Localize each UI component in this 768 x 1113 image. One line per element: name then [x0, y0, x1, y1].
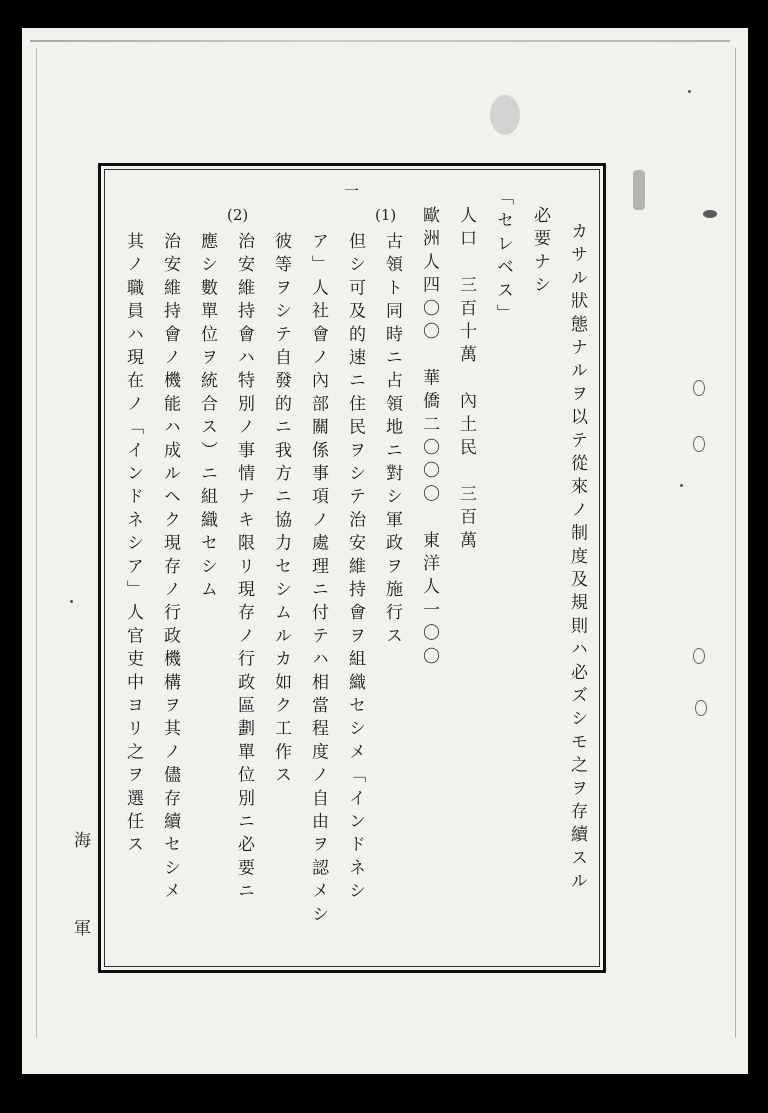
- punch-mark: [693, 436, 705, 452]
- text-column: 必要ナシ: [530, 206, 550, 299]
- text-column: 彼等ヲシテ自發的ニ我方ニ協力セシムルカ如ク工作ス: [271, 232, 291, 789]
- item-number-2: (2): [227, 206, 249, 224]
- speck: [680, 484, 683, 487]
- top-mark: 一: [344, 182, 360, 200]
- punch-mark: [695, 700, 707, 716]
- text-column: 治安維持會ノ機能ハ成ルヘク現存ノ行政機構ヲ其ノ儘存續セシメ: [160, 232, 180, 905]
- margin-label: 海: [74, 831, 91, 851]
- ink-smudge: [490, 95, 520, 135]
- ink-smudge: [633, 170, 645, 210]
- text-column: 治安維持會ハ特別ノ事情ナキ限リ現存ノ行政區劃單位別ニ必要ニ: [234, 232, 254, 905]
- text-column: 但シ可及的速ニ住民ヲシテ治安維持會ヲ組織セシメ「インドネシ: [345, 232, 365, 905]
- paper-edge: [30, 40, 730, 42]
- text-column: 人口 三百十萬 內土民 三百萬: [456, 206, 476, 554]
- text-column: 「セレベス」: [493, 188, 513, 328]
- paper-edge: [36, 48, 37, 1038]
- text-column: 其ノ職員ハ現在ノ「インドネシア」人官吏中ヨリ之ヲ選任ス: [123, 232, 143, 859]
- paper-edge: [735, 48, 736, 1038]
- ink-smudge: [703, 210, 717, 218]
- margin-label: 軍: [74, 919, 91, 939]
- punch-mark: [693, 648, 705, 664]
- item-number-1: (1): [375, 206, 397, 224]
- text-column: カサル狀態ナルヲ以テ從來ノ制度及規則ハ必ズシモ之ヲ存續スル: [567, 222, 587, 895]
- text-column: 歐洲人四〇〇 華僑二〇〇〇 東洋人一〇〇: [419, 206, 439, 670]
- text-column: 古領ト同時ニ占領地ニ對シ軍政ヲ施行ス: [382, 232, 402, 650]
- punch-mark: [693, 380, 705, 396]
- speck: [70, 600, 73, 603]
- text-column: ア」人社會ノ內部關係事項ノ處理ニ付テハ相當程度ノ自由ヲ認メシ: [308, 232, 328, 928]
- speck: [688, 90, 691, 93]
- text-column: 應シ數單位ヲ統合ス）ニ組織セシム: [197, 232, 217, 604]
